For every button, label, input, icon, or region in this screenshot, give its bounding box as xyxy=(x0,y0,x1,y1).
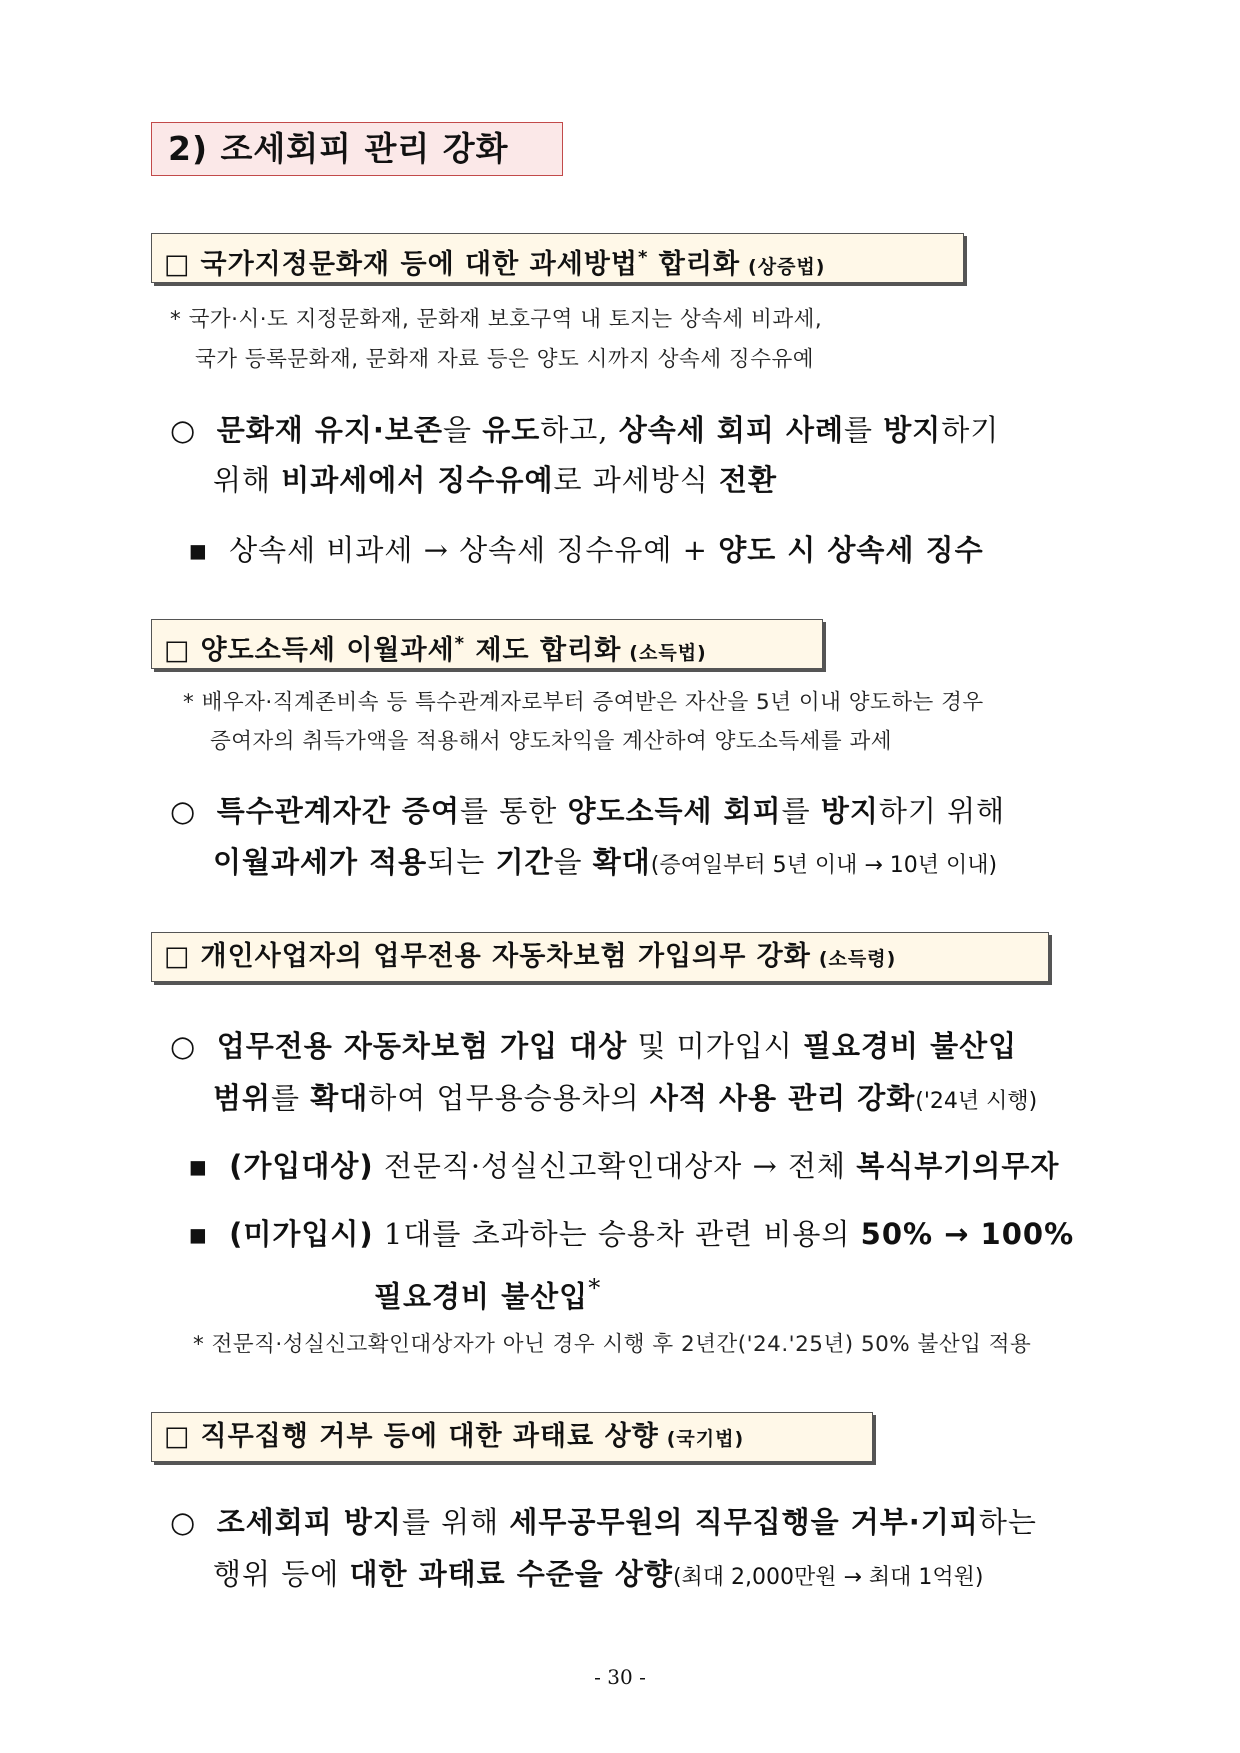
square-bullet-icon: ▪ xyxy=(188,1217,209,1251)
circle-bullet-icon: ○ xyxy=(170,1505,197,1539)
sub-bullet: ▪ (미가입시) 1대를 초과하는 승용차 관련 비용의 50% → 100% xyxy=(188,1217,1075,1251)
footnote-line: * 배우자·직계존비속 등 특수관계자로부터 증여받은 자산을 5년 이내 양도하는 경우 xyxy=(183,690,984,715)
circle-bullet-icon: ○ xyxy=(170,794,197,828)
bullet-paragraph: ○ 특수관계자간 증여를 통한 양도소득세 회피를 방지하기 위해 xyxy=(170,794,1006,828)
sub-bullet-cont: 필요경비 불산입* xyxy=(374,1274,602,1314)
subsection-heading-3: □ 개인사업자의 업무전용 자동차보험 가입의무 강화 (소득령) xyxy=(151,932,1049,982)
bullet-paragraph-cont: 이월과세가 적용되는 기간을 확대(증여일부터 5년 이내 → 10년 이내) xyxy=(213,845,998,879)
law-reference: (국기법) xyxy=(666,1428,745,1450)
circle-bullet-icon: ○ xyxy=(170,413,197,447)
footnote-line: 국가 등록문화재, 문화재 자료 등은 양도 시까지 상속세 징수유예 xyxy=(195,347,815,372)
law-reference: (상증법) xyxy=(748,256,826,278)
section-title: 2) 조세회피 관리 강화 xyxy=(151,122,563,176)
bullet-paragraph: ○ 업무전용 자동차보험 가입 대상 및 미가입시 필요경비 불산입 xyxy=(170,1029,1018,1063)
sub-bullet: ▪ 상속세 비과세 → 상속세 징수유예 + 양도 시 상속세 징수 xyxy=(188,533,984,567)
sub-bullet: ▪ (가입대상) 전문직·성실신고확인대상자 → 전체 복식부기의무자 xyxy=(188,1149,1060,1183)
footnote-line: * 전문직·성실신고확인대상자가 아닌 경우 시행 후 2년간('24.'25년) 50% 불산입 적용 xyxy=(193,1332,1032,1357)
bullet-paragraph: ○ 조세회피 방지를 위해 세무공무원의 직무집행을 거부·기피하는 xyxy=(170,1505,1037,1539)
law-reference: (소득법) xyxy=(629,642,707,664)
footnote-line: * 국가·시·도 지정문화재, 문화재 보호구역 내 토지는 상속세 비과세, xyxy=(170,307,823,332)
checkbox-square-icon: □ xyxy=(164,941,191,972)
checkbox-square-icon: □ xyxy=(164,249,191,280)
subsection-heading-2: □ 양도소득세 이월과세* 제도 합리화 (소득법) xyxy=(151,619,823,669)
bullet-paragraph-cont: 범위를 확대하여 업무용승용차의 사적 사용 관리 강화('24년 시행) xyxy=(213,1081,1038,1115)
circle-bullet-icon: ○ xyxy=(170,1029,197,1063)
footnote-line: 증여자의 취득가액을 적용해서 양도차익을 계산하여 양도소득세를 과세 xyxy=(210,729,893,754)
square-bullet-icon: ▪ xyxy=(188,533,209,567)
law-reference: (소득령) xyxy=(818,948,897,970)
subsection-heading-1: □ 국가지정문화재 등에 대한 과세방법* 합리화 (상증법) xyxy=(151,233,964,283)
page-number: - 30 - xyxy=(594,1665,646,1689)
bullet-paragraph-cont: 행위 등에 대한 과태료 수준을 상향(최대 2,000만원 → 최대 1억원) xyxy=(213,1557,984,1591)
checkbox-square-icon: □ xyxy=(164,1421,191,1452)
bullet-paragraph-cont: 위해 비과세에서 징수유예로 과세방식 전환 xyxy=(213,463,778,497)
checkbox-square-icon: □ xyxy=(164,635,191,666)
bullet-paragraph: ○ 문화재 유지·보존을 유도하고, 상속세 회피 사례를 방지하기 xyxy=(170,413,1000,447)
subsection-heading-4: □ 직무집행 거부 등에 대한 과태료 상향 (국기법) xyxy=(151,1412,873,1462)
square-bullet-icon: ▪ xyxy=(188,1149,209,1183)
